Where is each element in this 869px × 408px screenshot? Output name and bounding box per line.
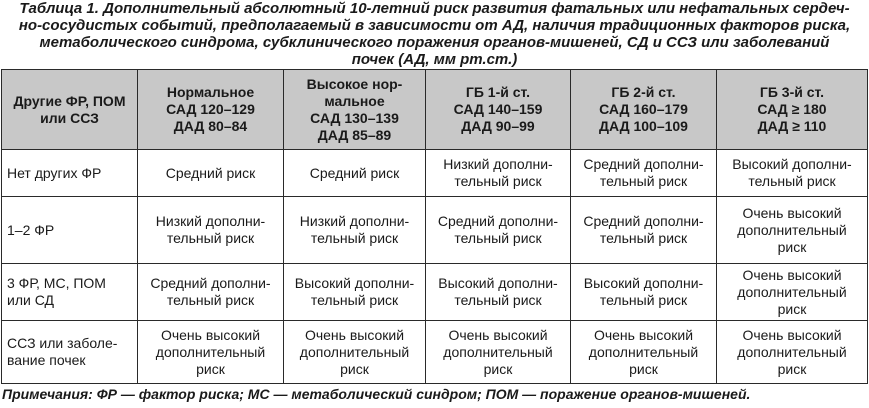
row-label <box>2 197 138 264</box>
row-label-line: или СД <box>7 292 54 308</box>
row-label-line: 1–2 ФР <box>7 221 55 238</box>
header-line: САД 120–129 <box>166 101 255 117</box>
table-cell <box>138 264 284 321</box>
row-label-line: Нет других ФР <box>7 164 102 181</box>
header-row <box>2 70 868 150</box>
caption-line: Таблица 1. Дополнительный абсолютный 10-летний риск развития фатальных или нефатальных сердеч- <box>19 0 850 17</box>
table-row <box>2 150 868 197</box>
cell-line: Средний риск <box>165 164 256 181</box>
cell-line: Очень высокий <box>742 326 842 343</box>
header-line: Нормальное <box>166 84 255 100</box>
table-cell <box>138 150 284 197</box>
table-cell <box>717 321 868 384</box>
header-line: САД 140–159 <box>453 101 543 117</box>
header-gb1 <box>426 70 571 150</box>
cell-line: риск <box>777 238 807 255</box>
table-cell <box>717 197 868 264</box>
cell-line: тельный риск <box>166 230 255 246</box>
header-high-normal <box>284 70 426 150</box>
cell-line: тельный риск <box>310 292 399 308</box>
cell-line: дополнительный <box>737 221 847 238</box>
cell-line: дополнительный <box>737 283 847 300</box>
cell-line: Низкий дополни- <box>299 213 410 229</box>
cell-line: дополнительный <box>155 343 266 360</box>
table-caption <box>0 0 869 68</box>
cell-line: дополнительный <box>299 343 410 360</box>
table-cell <box>426 197 571 264</box>
cell-line: тельный риск <box>166 292 255 308</box>
cell-line: тельный риск <box>454 292 542 308</box>
header-line: САД 130–139 <box>310 109 399 126</box>
table-cell <box>284 197 426 264</box>
cell-line: тельный риск <box>748 173 836 189</box>
cell-line: Высокий дополни- <box>732 156 852 172</box>
caption-line: метаболического синдрома, субклинического поражения органов-мишеней, СД и ССЗ или заболеваний <box>39 34 830 51</box>
table-cell <box>571 264 717 321</box>
row-label <box>2 321 138 384</box>
cell-line: Низкий дополни- <box>443 156 553 172</box>
cell-line: риск <box>483 360 513 377</box>
cell-line: риск <box>340 360 369 377</box>
header-line: САД 160–179 <box>599 101 688 117</box>
header-line: ДАД 80–84 <box>173 118 248 134</box>
table-cell <box>571 150 717 197</box>
cell-line: тельный риск <box>599 173 688 189</box>
header-line: САД ≥ 180 <box>757 101 827 117</box>
cell-line: Высокий дополни- <box>583 275 704 291</box>
cell-line: тельный риск <box>599 292 688 308</box>
caption-line: почек (АД, мм рт.ст.) <box>351 51 518 68</box>
table-cell <box>284 264 426 321</box>
cell-line: Средний риск <box>309 164 400 181</box>
cell-line: Средний дополни- <box>437 213 559 229</box>
caption-line: но-сосудистых событий, предполагаемый в зависимости от АД, наличия традиционных факторов риска, <box>18 17 851 34</box>
table-cell <box>284 150 426 197</box>
cell-line: Очень высокий <box>742 204 842 221</box>
header-line: ГБ 1-й ст. <box>465 84 531 100</box>
cell-line: дополнительный <box>443 343 553 360</box>
table-cell <box>426 150 571 197</box>
table-body <box>2 150 868 384</box>
table-cell <box>717 150 868 197</box>
header-normal <box>138 70 284 150</box>
header-line: мальное <box>324 92 385 109</box>
cell-line: тельный риск <box>599 230 688 246</box>
row-label-line: ССЗ или заболе- <box>7 335 118 351</box>
cell-line: дополнительный <box>737 343 847 360</box>
cell-line: риск <box>777 300 807 317</box>
cell-line: тельный риск <box>454 230 542 246</box>
cell-line: Средний дополни- <box>583 156 704 172</box>
cell-line: Очень высокий <box>742 266 842 283</box>
cell-line: Высокий дополни- <box>294 275 415 291</box>
row-label-line: 3 ФР, МС, ПОМ <box>7 275 106 291</box>
header-line: ДАД 100–109 <box>599 118 688 134</box>
cell-line: Низкий дополни- <box>155 213 266 229</box>
cell-line: тельный риск <box>310 230 399 246</box>
header-line: ДАД ≥ 110 <box>757 118 827 134</box>
cell-line: Очень высокий <box>593 326 694 343</box>
table-cell <box>138 321 284 384</box>
header-gb2 <box>571 70 717 150</box>
header-risk-factors <box>2 70 138 150</box>
cell-line: риск <box>777 360 807 377</box>
table-cell <box>426 321 571 384</box>
table-row <box>2 197 868 264</box>
cell-line: Очень высокий <box>448 326 548 343</box>
cell-line: Очень высокий <box>304 326 405 343</box>
table-notes: Примечания: ФР — фактор риска; МС — метаболический синдром; ПОМ — поражение органов-мишеней. <box>2 386 751 402</box>
table-cell <box>571 321 717 384</box>
cell-line: тельный риск <box>454 173 542 189</box>
table-cell <box>717 264 868 321</box>
row-label-line: вание почек <box>7 352 86 368</box>
cell-line: Средний дополни- <box>583 213 704 229</box>
table-header <box>2 70 868 150</box>
header-line: ГБ 3-й ст. <box>759 84 825 100</box>
table-row <box>2 264 868 321</box>
cell-line: риск <box>196 360 225 377</box>
table-cell <box>138 197 284 264</box>
table-cell <box>284 321 426 384</box>
header-line: Другие ФР, ПОМ <box>13 92 126 109</box>
row-label <box>2 150 138 197</box>
table-cell <box>426 264 571 321</box>
cell-line: риск <box>629 360 658 377</box>
header-gb3 <box>717 70 868 150</box>
cell-line: Высокий дополни- <box>438 275 558 291</box>
header-line: ДАД 90–99 <box>461 118 535 134</box>
risk-table <box>1 69 868 384</box>
header-line: ГБ 2-й ст. <box>611 84 676 100</box>
header-line: Высокое нор- <box>306 75 403 92</box>
cell-line: дополнительный <box>588 343 699 360</box>
header-line: или ССЗ <box>40 109 99 126</box>
row-label <box>2 264 138 321</box>
cell-line: Средний дополни- <box>150 275 271 291</box>
table-cell <box>571 197 717 264</box>
header-line: ДАД 85–89 <box>317 126 392 143</box>
table-row <box>2 321 868 384</box>
cell-line: Очень высокий <box>160 326 261 343</box>
